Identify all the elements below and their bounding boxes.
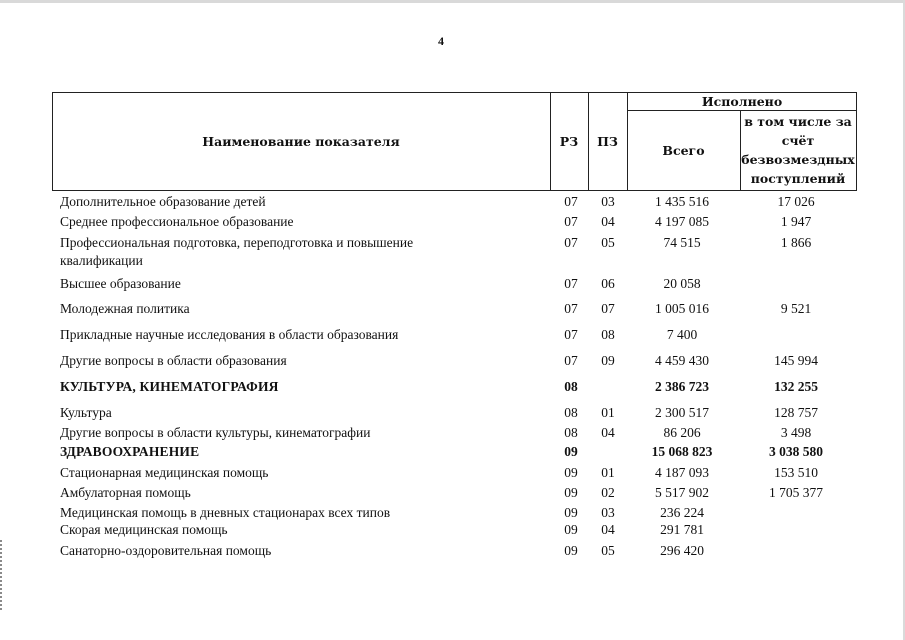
- header-rz: РЗ: [559, 134, 579, 149]
- row-total: 1 435 516: [655, 194, 709, 209]
- row-name: Молодежная политика: [60, 301, 190, 316]
- row-name: Дополнительное образование детей: [60, 194, 266, 209]
- row-total: 7 400: [666, 327, 698, 342]
- header-free-line: поступлений: [750, 171, 846, 186]
- row-name: Стационарная медицинская помощь: [60, 465, 269, 480]
- row-free: 1 705 377: [769, 485, 823, 500]
- header-free-line: в том числе за: [744, 114, 852, 129]
- row-rz: 09: [564, 485, 578, 500]
- row-total: 1 005 016: [655, 301, 709, 316]
- row-rz: 07: [564, 214, 578, 229]
- row-rz: 07: [564, 235, 578, 250]
- row-name: Другие вопросы в области культуры, кинематографии: [60, 425, 371, 440]
- row-name: Санаторно-оздоровительная помощь: [60, 543, 272, 558]
- header-total: Всего: [662, 142, 705, 158]
- row-name: Прикладные научные исследования в области образования: [60, 327, 399, 342]
- header-free-line: безвозмездных: [741, 152, 855, 167]
- row-total: 296 420: [660, 543, 704, 558]
- row-pz: 05: [601, 543, 615, 558]
- page-number: 4: [438, 34, 444, 48]
- row-name: Амбулаторная помощь: [60, 485, 191, 500]
- row-name: Культура: [60, 405, 112, 420]
- row-free: 128 757: [774, 405, 818, 420]
- row-free: 153 510: [774, 465, 818, 480]
- row-total: 236 224: [660, 505, 704, 520]
- row-name: ЗДРАВООХРАНЕНИЕ: [60, 444, 200, 459]
- row-free: 1 866: [780, 235, 812, 250]
- row-pz: 01: [601, 405, 615, 420]
- row-name: Медицинская помощь в дневных стационарах всех типов: [60, 505, 391, 520]
- header-pz: ПЗ: [597, 134, 618, 149]
- row-name: Профессиональная подготовка, переподготовка и повышение квалификации: [60, 235, 414, 268]
- row-free: 132 255: [774, 379, 818, 394]
- row-pz: 04: [601, 214, 615, 229]
- header-done: Исполнено: [701, 93, 783, 109]
- row-pz: 06: [601, 276, 615, 291]
- row-rz: 09: [564, 444, 578, 459]
- row-name: Другие вопросы в области образования: [60, 353, 287, 368]
- row-total: 15 068 823: [651, 444, 713, 459]
- table-header: [52, 92, 857, 191]
- row-pz: 04: [601, 425, 615, 440]
- row-total: 2 300 517: [655, 405, 709, 420]
- row-total: 74 515: [663, 235, 701, 250]
- row-rz: 09: [564, 543, 578, 558]
- row-free: 145 994: [774, 353, 818, 368]
- row-pz: 05: [601, 235, 615, 250]
- row-pz: 03: [601, 505, 615, 520]
- row-total: 291 781: [660, 522, 704, 537]
- header-free-line: счёт: [781, 133, 815, 148]
- row-rz: 09: [564, 522, 578, 537]
- row-rz: 08: [564, 379, 578, 394]
- row-name: Скорая медицинская помощь: [60, 522, 228, 537]
- scan-left-edge: [0, 540, 5, 610]
- header-name: Наименование показателя: [202, 134, 400, 149]
- row-rz: 07: [564, 353, 578, 368]
- row-total: 20 058: [663, 276, 701, 291]
- row-name: Среднее профессиональное образование: [60, 214, 294, 229]
- row-rz: 08: [564, 425, 578, 440]
- row-pz: 09: [601, 353, 615, 368]
- row-rz: 08: [564, 405, 578, 420]
- row-free: 9 521: [780, 301, 812, 316]
- row-pz: 02: [601, 485, 615, 500]
- row-total: 2 386 723: [655, 379, 709, 394]
- row-free: 3 498: [780, 425, 812, 440]
- row-free: 1 947: [780, 214, 812, 229]
- row-total: 4 187 093: [655, 465, 709, 480]
- row-pz: 08: [601, 327, 615, 342]
- row-pz: 04: [601, 522, 615, 537]
- row-rz: 07: [564, 194, 578, 209]
- row-total: 86 206: [663, 425, 701, 440]
- row-rz: 07: [564, 276, 578, 291]
- row-name: Высшее образование: [60, 276, 181, 291]
- row-rz: 07: [564, 327, 578, 342]
- row-name: КУЛЬТУРА, КИНЕМАТОГРАФИЯ: [60, 379, 279, 394]
- row-total: 4 197 085: [655, 214, 709, 229]
- row-pz: 07: [601, 301, 615, 316]
- row-pz: 03: [601, 194, 615, 209]
- row-pz: 01: [601, 465, 615, 480]
- header-free: [740, 110, 856, 190]
- row-total: 5 517 902: [655, 485, 709, 500]
- row-total: 4 459 430: [655, 353, 709, 368]
- row-free: 17 026: [777, 194, 815, 209]
- row-rz: 09: [564, 505, 578, 520]
- row-rz: 07: [564, 301, 578, 316]
- row-free: 3 038 580: [769, 444, 823, 459]
- scan-top-edge: [0, 0, 905, 3]
- row-rz: 09: [564, 465, 578, 480]
